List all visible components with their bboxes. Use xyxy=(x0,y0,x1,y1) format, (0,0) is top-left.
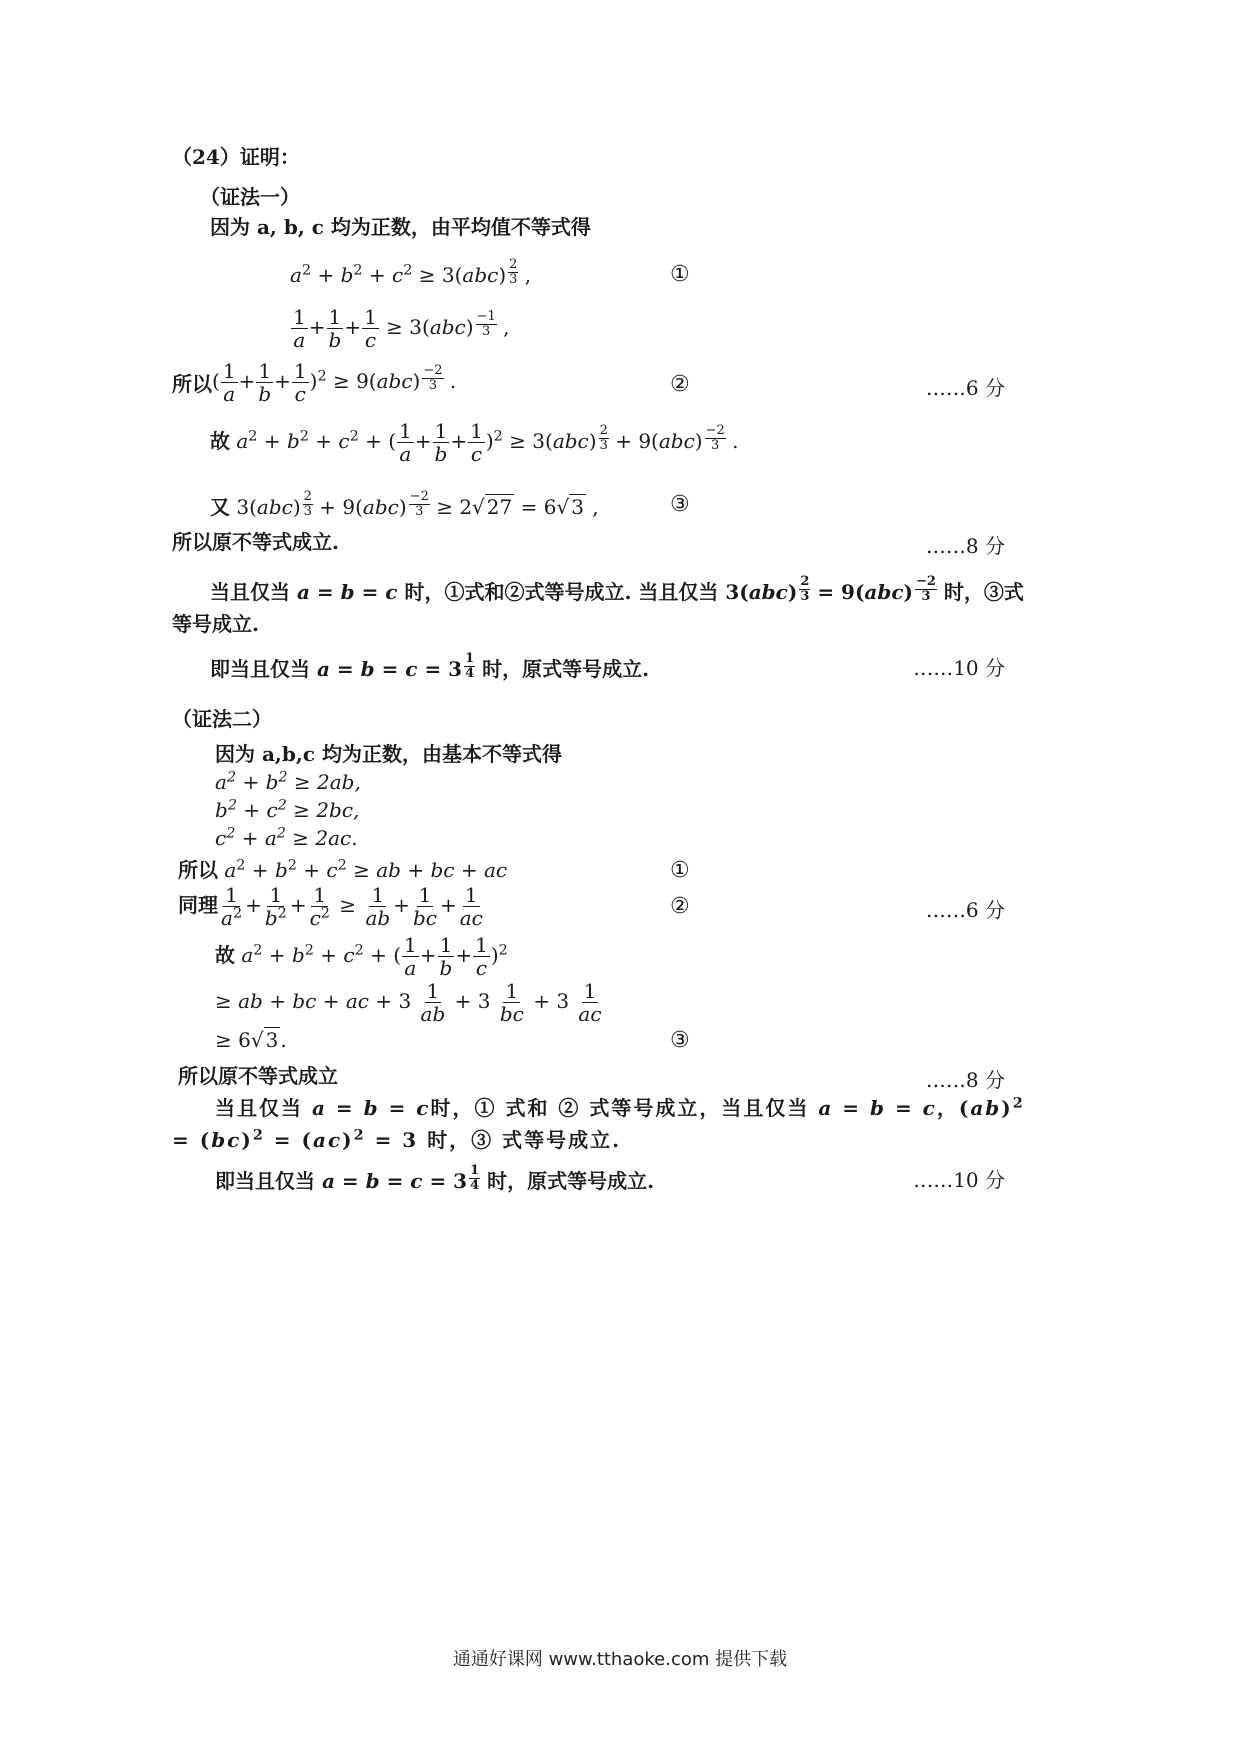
method1-equality: 当且仅当 a = b = c 时，①式和②式等号成立. 当且仅当 3(abc) $\frac{2}{3}$ = 9(abc) $\frac{-2}{3}$ 时，③式 xyxy=(210,574,1024,604)
method1-conclude: 所以原不等式成立. xyxy=(172,530,339,554)
method1-you-number: ③ xyxy=(670,492,690,517)
method2-l3: $c^2 + a^2 \ge 2ac$. xyxy=(215,825,358,850)
method1-so1-number: ② xyxy=(670,372,690,397)
method1-so1: ( $\frac{1}{a}$ + $\frac{1}{b}$ + $\frac{1}{c}$ )$^2$ ≥ 9(abc) $\frac{-2}{3}$ . xyxy=(212,359,457,406)
method2-l1: $a^2 + b^2 \ge 2ab$, xyxy=(215,769,361,794)
method1-you: 又 3(abc) $\frac{2}{3}$ + 9(abc) $\frac{-2}{3}$ ≥ 2√ 27 = 6√ 3 , xyxy=(210,489,599,519)
method2-ge2: ≥ 6√ 3 . xyxy=(215,1028,287,1052)
method2-score-6: ……6 分 xyxy=(925,898,1005,922)
method1-gu: 故 $a^2 + b^2 + c^2$ + ( $\frac{1}{a}$ + $\frac{1}{b}$ + $\frac{1}{c}$ )$^2$ ≥ 3(abc) $\frac{2}{3}$ + 9(abc) $\frac{-2}{3}$ . xyxy=(210,419,739,466)
method1-score-6: ……6 分 xyxy=(925,376,1005,400)
method2-score-8: ……8 分 xyxy=(925,1068,1005,1092)
method1-score-8: ……8 分 xyxy=(925,534,1005,558)
method2-same: 同理 $\frac{1}{a^2}$ + $\frac{1}{b^2}$ + $\frac{1}{c^2}$ ≥ $\frac{1}{ab}$ + $\frac{1}{bc}$ + $\frac{1}{ac}$ xyxy=(178,883,483,930)
method1-intro: 因为 a, b, c 均为正数，由平均值不等式得 xyxy=(210,215,591,239)
method2-l2: $b^2 + c^2 \ge 2bc$, xyxy=(215,797,360,822)
method2-ge2-number: ③ xyxy=(670,1028,690,1053)
method2-conclude: 所以原不等式成立 xyxy=(178,1064,338,1088)
method2-same-number: ② xyxy=(670,894,690,919)
method2-gu: 故 $a^2 + b^2 + c^2$ + ( $\frac{1}{a}$ + $\frac{1}{b}$ + $\frac{1}{c}$ )$^2$ xyxy=(215,933,508,980)
method1-title: （证法一） xyxy=(200,185,300,209)
method1-final: 即当且仅当 a = b = c = 3 $\frac{1}{4}$ 时，原式等号成立. xyxy=(210,651,650,681)
method1-eq1: $a^2 + b^2 + c^2 \ge 3(abc)$ $\frac{2}{3}$ , xyxy=(290,257,532,287)
method2-equality: 当且仅当 a = b = c时，① 式和 ② 式等号成立，当且仅当 a = b = c，(ab)$^2$ xyxy=(215,1094,1025,1120)
method2-final: 即当且仅当 a = b = c = 3 $\frac{1}{4}$ 时，原式等号成立. xyxy=(215,1163,655,1193)
method1-eq1-number: ① xyxy=(670,262,690,287)
method2-equality-b: = (bc)$^2$ = (ac)$^2$ = 3 时，③ 式等号成立. xyxy=(172,1126,622,1152)
method2-score-10: ……10 分 xyxy=(913,1168,1005,1192)
method1-so-prefix: 所以 xyxy=(172,372,212,396)
method2-so: 所以 $a^2 + b^2 + c^2$ ≥ ab + bc + ac xyxy=(178,857,508,882)
footer-text: 通通好课网 www.tthaoke.com 提供下载 xyxy=(452,1649,788,1670)
method2-so-number: ① xyxy=(670,858,690,883)
method1-score-10: ……10 分 xyxy=(913,656,1005,680)
method1-eq2: $\frac{1}{a}$ + $\frac{1}{b}$ + $\frac{1}{c}$ ≥ 3(abc) $\frac{-1}{3}$ , xyxy=(293,305,510,352)
method1-equality-b: 等号成立. xyxy=(172,612,259,636)
problem-heading: （24）证明： xyxy=(172,145,300,169)
method2-ge1: ≥ ab + bc + ac + 3 $\frac{1}{ab}$ + 3 $\frac{1}{bc}$ + 3 $\frac{1}{ac}$ xyxy=(215,979,602,1026)
method2-intro: 因为 a,b,c 均为正数，由基本不等式得 xyxy=(215,742,562,766)
method2-title: （证法二） xyxy=(172,707,272,731)
